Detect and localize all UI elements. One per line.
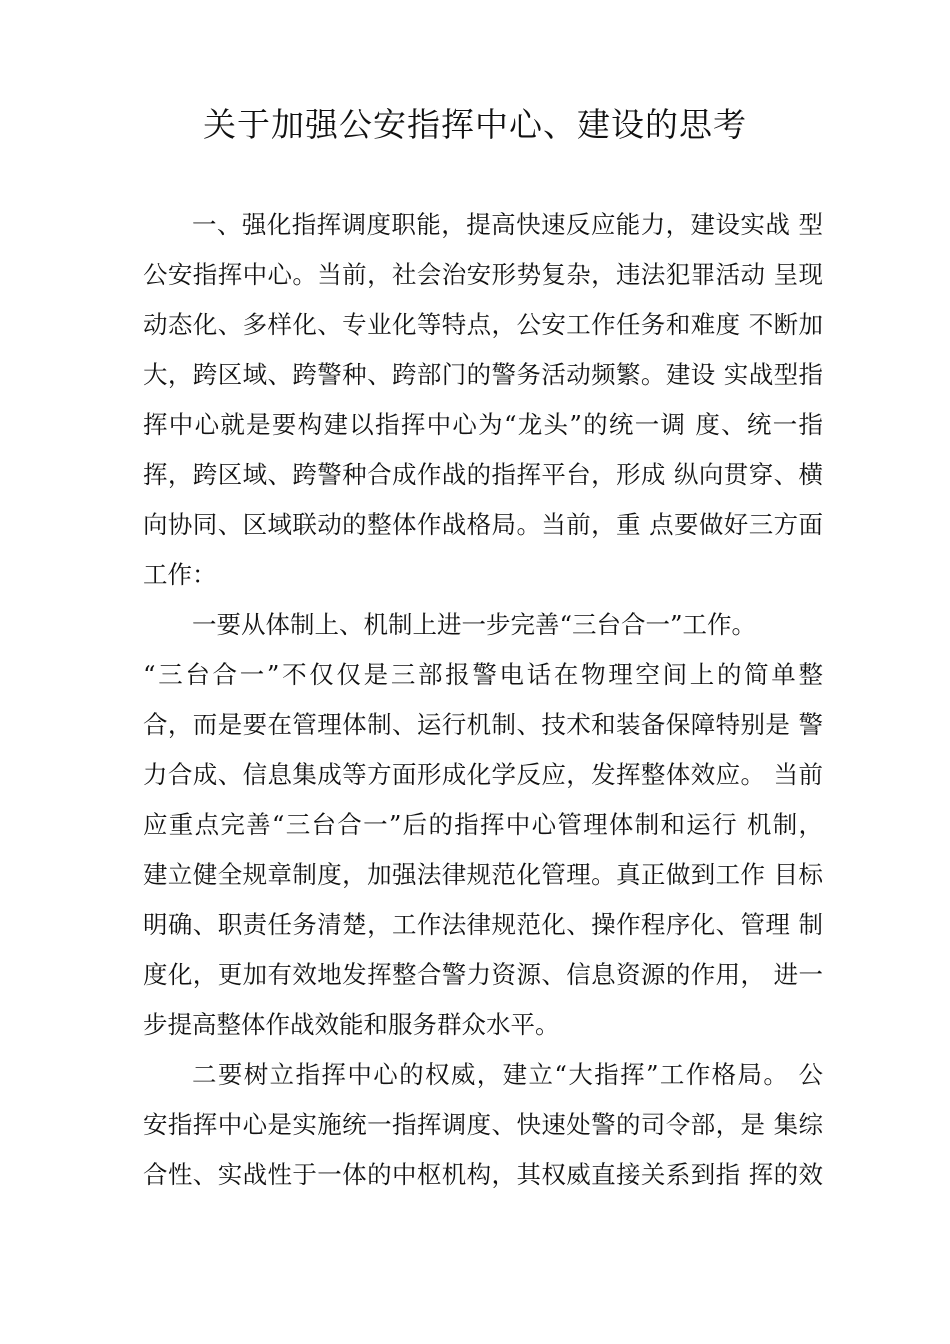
- text-line: 力合成、信息集成等方面形成化学反应，发挥整体效应。 当前: [143, 760, 823, 789]
- document-body: [143, 200, 823, 1200]
- text-line: 挥，跨区域、跨警种合成作战的指挥平台，形成 纵向贯穿、横: [143, 460, 823, 489]
- text-line: 建立健全规章制度，加强法律规范化管理。真正做到工作 目标: [143, 860, 823, 889]
- text-line: 应重点完善“三台合一”后的指挥中心管理体制和运行 机制，: [143, 810, 823, 839]
- text-line: 明确、职责任务清楚，工作法律规范化、操作程序化、管理 制: [143, 910, 823, 939]
- text-line: 向协同、区域联动的整体作战格局。当前，重 点要做好三方面: [143, 510, 823, 539]
- text-line: 挥中心就是要构建以指挥中心为“龙头”的统一调 度、统一指: [143, 410, 823, 439]
- text-line: 合，而是要在管理体制、运行机制、技术和装备保障特别是 警: [143, 710, 823, 739]
- text-line: 一要从体制上、机制上进一步完善“三台合一”工作。: [192, 610, 757, 639]
- text-line: 安指挥中心是实施统一指挥调度、快速处警的司令部，是 集综: [143, 1110, 823, 1139]
- text-line: 动态化、多样化、专业化等特点，公安工作任务和难度 不断加: [143, 310, 823, 339]
- text-line: “三台合一”不仅仅是三部报警电话在物理空间上的简单整: [143, 660, 823, 689]
- text-line: 度化，更加有效地发挥整合警力资源、信息资源的作用， 进一: [143, 960, 823, 989]
- text-line: 二要树立指挥中心的权威，建立“大指挥”工作格局。 公: [192, 1060, 823, 1089]
- text-line: 公安指挥中心。当前，社会治安形势复杂，违法犯罪活动 呈现: [143, 260, 823, 289]
- text-line: 一、强化指挥调度职能，提高快速反应能力，建设实战 型: [192, 210, 823, 239]
- text-line: 工作：: [143, 560, 217, 589]
- document-title: 关于加强公安指挥中心、建设的思考: [203, 105, 747, 144]
- text-line: 步提高整体作战效能和服务群众水平。: [143, 1010, 560, 1039]
- text-line: 合性、实战性于一体的中枢机构，其权威直接关系到指 挥的效: [143, 1160, 823, 1189]
- text-line: 大，跨区域、跨警种、跨部门的警务活动频繁。建设 实战型指: [143, 360, 823, 389]
